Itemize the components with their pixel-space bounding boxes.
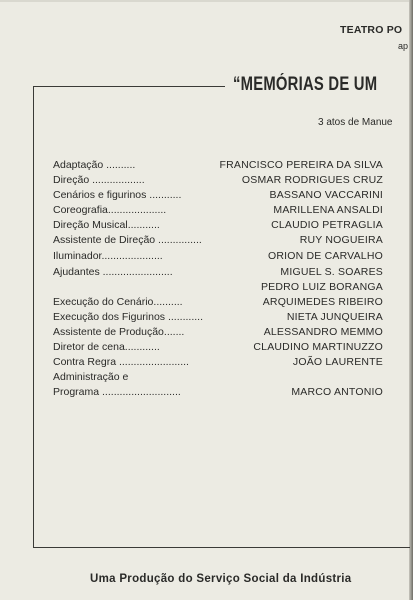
- credit-row: [53, 234, 383, 250]
- credit-row: [53, 204, 383, 219]
- credit-label: Diretor de cena............: [53, 341, 160, 353]
- credit-row: [53, 296, 383, 311]
- page-top-edge: [0, 0, 413, 2]
- credit-label: Direção Musical...........: [53, 219, 160, 231]
- credit-label: Adaptação ..........: [53, 159, 136, 171]
- credit-value: JOÃO LAURENTE: [292, 356, 383, 368]
- play-title: “MEMÓRIAS DE UM: [233, 74, 378, 95]
- credit-row: [53, 266, 383, 281]
- credit-label: Programa ...........................: [53, 386, 181, 398]
- theatre-subline: ap: [398, 41, 409, 51]
- credit-value: RUY NOGUEIRA: [299, 234, 383, 246]
- credit-label: Direção ..................: [53, 174, 145, 186]
- credit-row: [53, 341, 383, 356]
- credit-value: ARQUIMEDES RIBEIRO: [262, 296, 383, 308]
- frame-top-rule: [33, 86, 225, 87]
- credit-label: Coreografia....................: [53, 204, 167, 216]
- credit-row: [53, 311, 383, 326]
- credit-value: CLAUDINO MARTINUZZO: [253, 341, 383, 353]
- production-footer: Uma Produção do Serviço Social da Indústria: [90, 573, 352, 585]
- credit-value: MARCO ANTONIO: [291, 386, 383, 398]
- credit-row: [53, 386, 383, 401]
- credit-value: MARILLENA ANSALDI: [273, 204, 383, 216]
- credit-value: MIGUEL S. SOARES: [280, 266, 383, 278]
- credit-label: Contra Regra ........................: [53, 356, 189, 368]
- credit-label: Administração e: [53, 371, 129, 383]
- theatre-name: TEATRO PO: [340, 24, 403, 36]
- credit-row: [53, 356, 383, 371]
- credit-value: ALESSANDRO MEMMO: [263, 326, 383, 338]
- play-subtitle: 3 atos de Manue: [318, 117, 393, 128]
- credit-label: Ajudantes ........................: [53, 266, 173, 278]
- credit-row: [53, 189, 383, 204]
- credit-label: Assistente de Produção.......: [53, 326, 185, 338]
- credit-row: [53, 159, 383, 174]
- credit-label: Execução do Cenário..........: [53, 296, 183, 308]
- credit-row: [53, 250, 383, 266]
- credit-value: CLAUDIO PETRAGLIA: [271, 219, 383, 231]
- credit-value: NIETA JUNQUEIRA: [286, 311, 383, 323]
- credit-row: [53, 174, 383, 189]
- credit-extra-value: PEDRO LUIZ BORANGA: [260, 281, 383, 293]
- credit-label: Cenários e figurinos ...........: [53, 189, 182, 201]
- credit-value: BASSANO VACCARINI: [269, 189, 383, 201]
- credit-row: [53, 219, 383, 234]
- credit-row: [53, 371, 383, 386]
- credit-label: Assistente de Direção ...............: [53, 234, 202, 246]
- credit-row: [53, 326, 383, 341]
- credit-label: Execução dos Figurinos ............: [53, 311, 203, 323]
- credit-value: FRANCISCO PEREIRA DA SILVA: [219, 159, 383, 171]
- credits-list: [53, 159, 383, 401]
- credit-label: Iluminador.....................: [53, 250, 163, 262]
- credit-value: OSMAR RODRIGUES CRUZ: [241, 174, 383, 186]
- credit-value: ORION DE CARVALHO: [267, 250, 383, 262]
